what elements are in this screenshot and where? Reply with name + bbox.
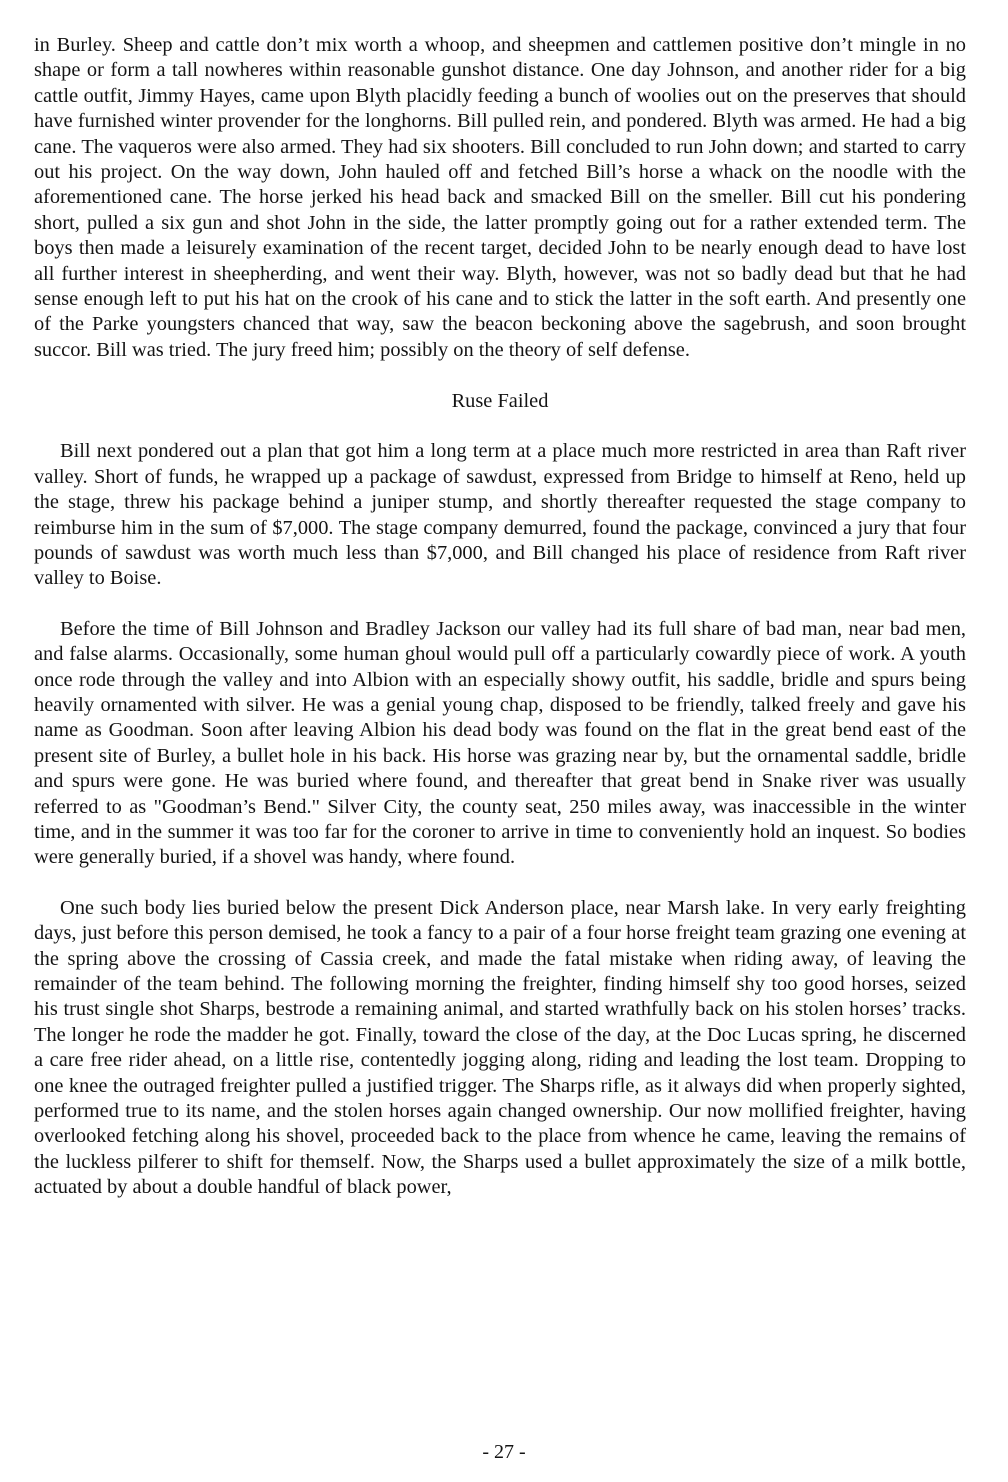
section-heading: Ruse Failed	[451, 390, 549, 413]
paragraph-3: Before the time of Bill Johnson and Bradley Jackson our valley had its full share of bad man, near bad men, and false alarms. Occasionally, some human ghoul would pull off a particularly cowardly piece of work. A youth once rode through the valley and into Albion with an especially showy outfit, his saddle, bridle and spurs being heavily ornamented with silver. He was a genial young chap, disposed to be friendly, talked freely and gave his name as Goodman. Soon after leaving Albion his dead body was found on the flat in the great bend east of the present site of Burley, a bullet hole in his back. His horse was grazing near by, but the ornamental saddle, bridle and spurs were gone. He was buried where found, and thereafter that great bend in Snake river was usually referred to as "Goodman’s Bend." Silver City, the county seat, 250 miles away, was inaccessible in the winter time, and in the summer it was too far for the coroner to arrive in time to conveniently hold an inquest. So bodies were generally buried, if a shovel was handy, where found.	[34, 617, 966, 869]
paragraph-1: in Burley. Sheep and cattle don’t mix worth a whoop, and sheepmen and cattlemen positive don’t mingle in no shape or form a tall nowheres within reasonable gunshot distance. One day Johnson, and another rider for a big cattle outfit, Jimmy Hayes, came upon Blyth placidly feeding a bunch of woolies out on the preserves that should have furnished winter provender for the longhorns. Bill pulled rein, and pondered. Blyth was armed. He had a big cane. The vaqueros were also armed. They had six shooters. Bill concluded to run John down; and started to carry out his project. On the way down, John hauled off and fetched Bill’s horse a whack on the noodle with the aforementioned cane. The horse jerked his head back and smacked Bill on the smeller. Bill cut his pondering short, pulled a six gun and shot John in the side, the latter promptly going out for a rather extended term. The boys then made a leisurely examination of the recent target, decided John to be nearly enough dead to have lost all further interest in sheepherding, and went their way. Blyth, however, was not so badly dead but that he had sense enough left to put his hat on the crook of his cane and to stick the latter in the soft earth. And presently one of the Parke youngsters chanced that way, saw the beacon beckoning above the sagebrush, and soon brought succor. Bill was tried. The jury freed him; possibly on the theory of self defense.	[34, 34, 966, 361]
page-body	[34, 33, 966, 1201]
paragraph-4: One such body lies buried below the present Dick Anderson place, near Marsh lake. In very early freighting days, just before this person demised, he took a fancy to a pair of a four horse freight team grazing one evening at the spring above the crossing of Cassia creek, and made the fatal mistake when riding away, of leaving the remainder of the team behind. The following morning the freighter, finding himself shy too good horses, seized his trust single shot Sharps, bestrode a remaining animal, and started wrathfully back on his stolen horses’ tracks. The longer he rode the madder he got. Finally, toward the close of the day, at the Doc Lucas spring, he discerned a care free rider ahead, on a little rise, contentedly jogging along, riding and leading the lost team. Dropping to one knee the outraged freighter pulled a justified trigger. The Sharps rifle, as it always did when properly sighted, performed true to its name, and the stolen horses again changed ownership. Our now mollified freighter, having overlooked fetching along his shovel, proceeded back to the place from whence he came, leaving the remains of the luckless pilferer to shift for themself. Now, the Sharps used a bullet approximately the size of a milk bottle, actuated by about a double handful of black power,	[34, 896, 966, 1199]
spacer	[34, 592, 966, 617]
spacer	[34, 414, 966, 439]
spacer	[34, 363, 966, 388]
spacer	[34, 871, 966, 896]
page-number: - 27 -	[482, 1441, 526, 1463]
paragraph-2: Bill next pondered out a plan that got him a long term at a place much more restricted in area than Raft river valley. Short of funds, he wrapped up a package of sawdust, expressed from Bridge to himself at Reno, held up the stage, threw his package behind a juniper stump, and shortly thereafter requested the stage company to reimburse him in the sum of $7,000. The stage company demurred, found the package, convinced a jury that four pounds of sawdust was worth much less than $7,000, and Bill changed his place of residence from Raft river valley to Boise.	[34, 440, 966, 590]
